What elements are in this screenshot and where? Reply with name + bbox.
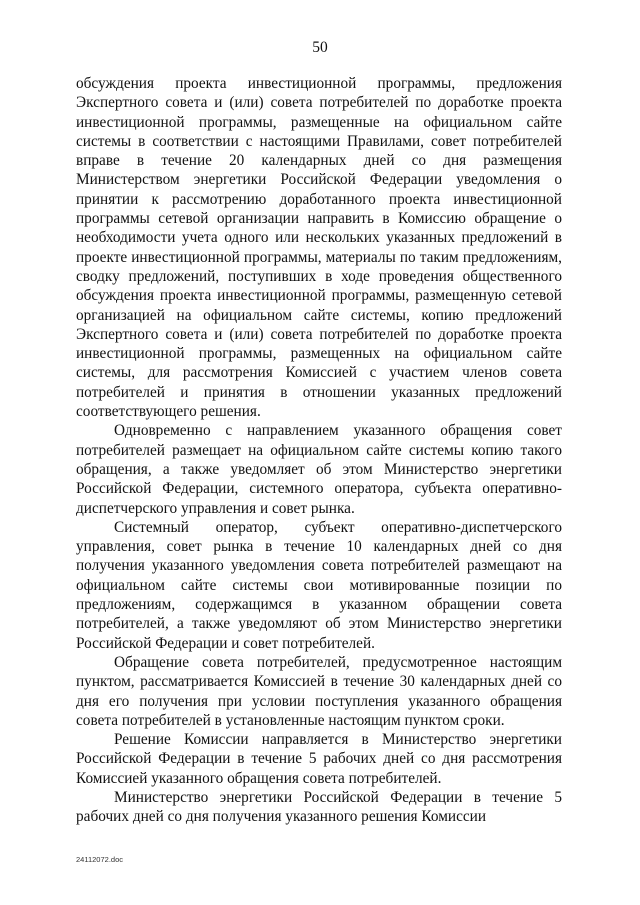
paragraph: Решение Комиссии направляется в Министерство энергетики Российской Федерации в течение 5 рабочих дней со дня рассмотрения Комиссией указанного обращения совета потребителей. <box>76 731 562 787</box>
paragraph-continuation: обсуждения проекта инвестиционной программы, предложения Экспертного совета и (или) совета потребителей по доработке проекта инвестиционной программы, размещенные на официальном сайте системы в соответствии с настоящими Правилами, совет потребителей вправе в течение 20 календарных дней со дня размещения Министерством энергетики Российской Федерации уведомления о принятии к рассмотрению доработанного проекта инвестиционной программы сетевой организации направить в Комиссию обращение о необходимости учета одного или нескольких указанных предложений в проекте инвестиционной программы, материалы по таким предложениям, сводку предложений, поступивших в ходе проведения общественного обсуждения проекта инвестиционной программы, размещенную сетевой организацией на официальном сайте системы, копию предложений Экспертного совета и (или) совета потребителей по доработке проекта инвестиционной программы, размещенных на официальном сайте системы, для рассмотрения Комиссией с участием членов совета потребителей и принятия в отношении указанных предложений соответствующего решения. <box>76 75 562 421</box>
paragraph: Одновременно с направлением указанного обращения совет потребителей размещает на официальном сайте системы копию такого обращения, а также уведомляет об этом Министерство энергетики Российской Федерации, системного оператора, субъекта оперативно-диспетчерского управления и совет рынка. <box>76 422 562 517</box>
document-body <box>76 74 562 827</box>
paragraph: Министерство энергетики Российской Федерации в течение 5 рабочих дней со дня получения указанного решения Комиссии <box>76 788 562 826</box>
paragraph: Системный оператор, субъект оперативно-диспетчерского управления, совет рынка в течение 10 календарных дней со дня получения указанного уведомления совета потребителей размещают на официальном сайте системы свои мотивированные позиции по предложениям, содержащимся в указанном обращении совета потребителей, а также уведомляют об этом Министерство энергетики Российской Федерации и совет потребителей. <box>76 518 562 652</box>
footer-filename: 24112072.doc <box>76 855 123 864</box>
paragraph: Обращение совета потребителей, предусмотренное настоящим пунктом, рассматривается Комиссией в течение 30 календарных дней со дня его получения при условии поступления указанного обращения совета потребителей в установленные настоящим пунктом сроки. <box>76 653 562 729</box>
page-number: 50 <box>312 39 328 56</box>
